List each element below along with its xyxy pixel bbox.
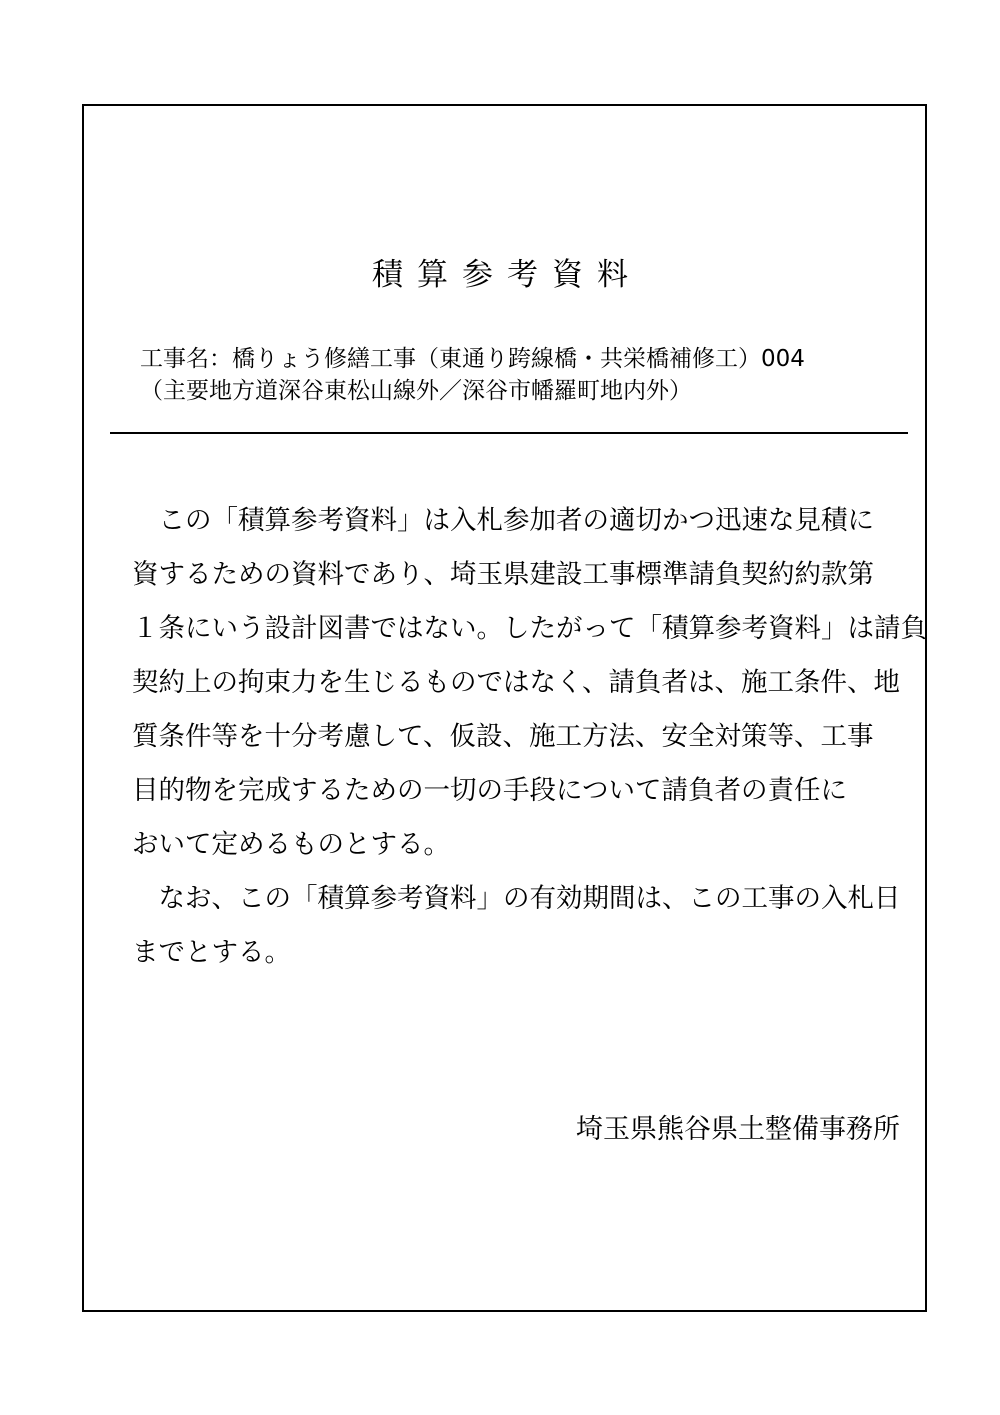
document-title: 積算参考資料: [372, 257, 642, 293]
body-line: 目的物を完成するための一切の手段について請負者の責任に: [132, 775, 847, 806]
body-line: おいて定めるものとする。: [132, 829, 450, 860]
body-line: 質条件等を十分考慮して、仮設、施工方法、安全対策等、工事: [132, 721, 874, 752]
body-line: までとする。: [132, 937, 291, 968]
body-line: なお、この「積算参考資料」の有効期間は、この工事の入札日: [132, 883, 901, 914]
divider: [110, 432, 908, 434]
project-name-line-1: 工事名：橋りょう修繕工事（東通り跨線橋・共栄橋補修工）004: [140, 346, 805, 372]
body-line: この「積算参考資料」は入札参加者の適切かつ迅速な見積に: [132, 505, 874, 536]
project-name-line-2: （主要地方道深谷東松山線外／深谷市幡羅町地内外）: [140, 378, 692, 404]
issuer-name: 埼玉県熊谷県土整備事務所: [576, 1114, 900, 1145]
body-line: １条にいう設計図書ではない。したがって「積算参考資料」は請負: [132, 613, 927, 644]
body-line: 契約上の拘束力を生じるものではなく、請負者は、施工条件、地: [132, 667, 900, 698]
body-text: [132, 494, 927, 980]
project-name: [140, 343, 805, 407]
body-line: 資するための資料であり、埼玉県建設工事標準請負契約約款第: [132, 559, 874, 590]
